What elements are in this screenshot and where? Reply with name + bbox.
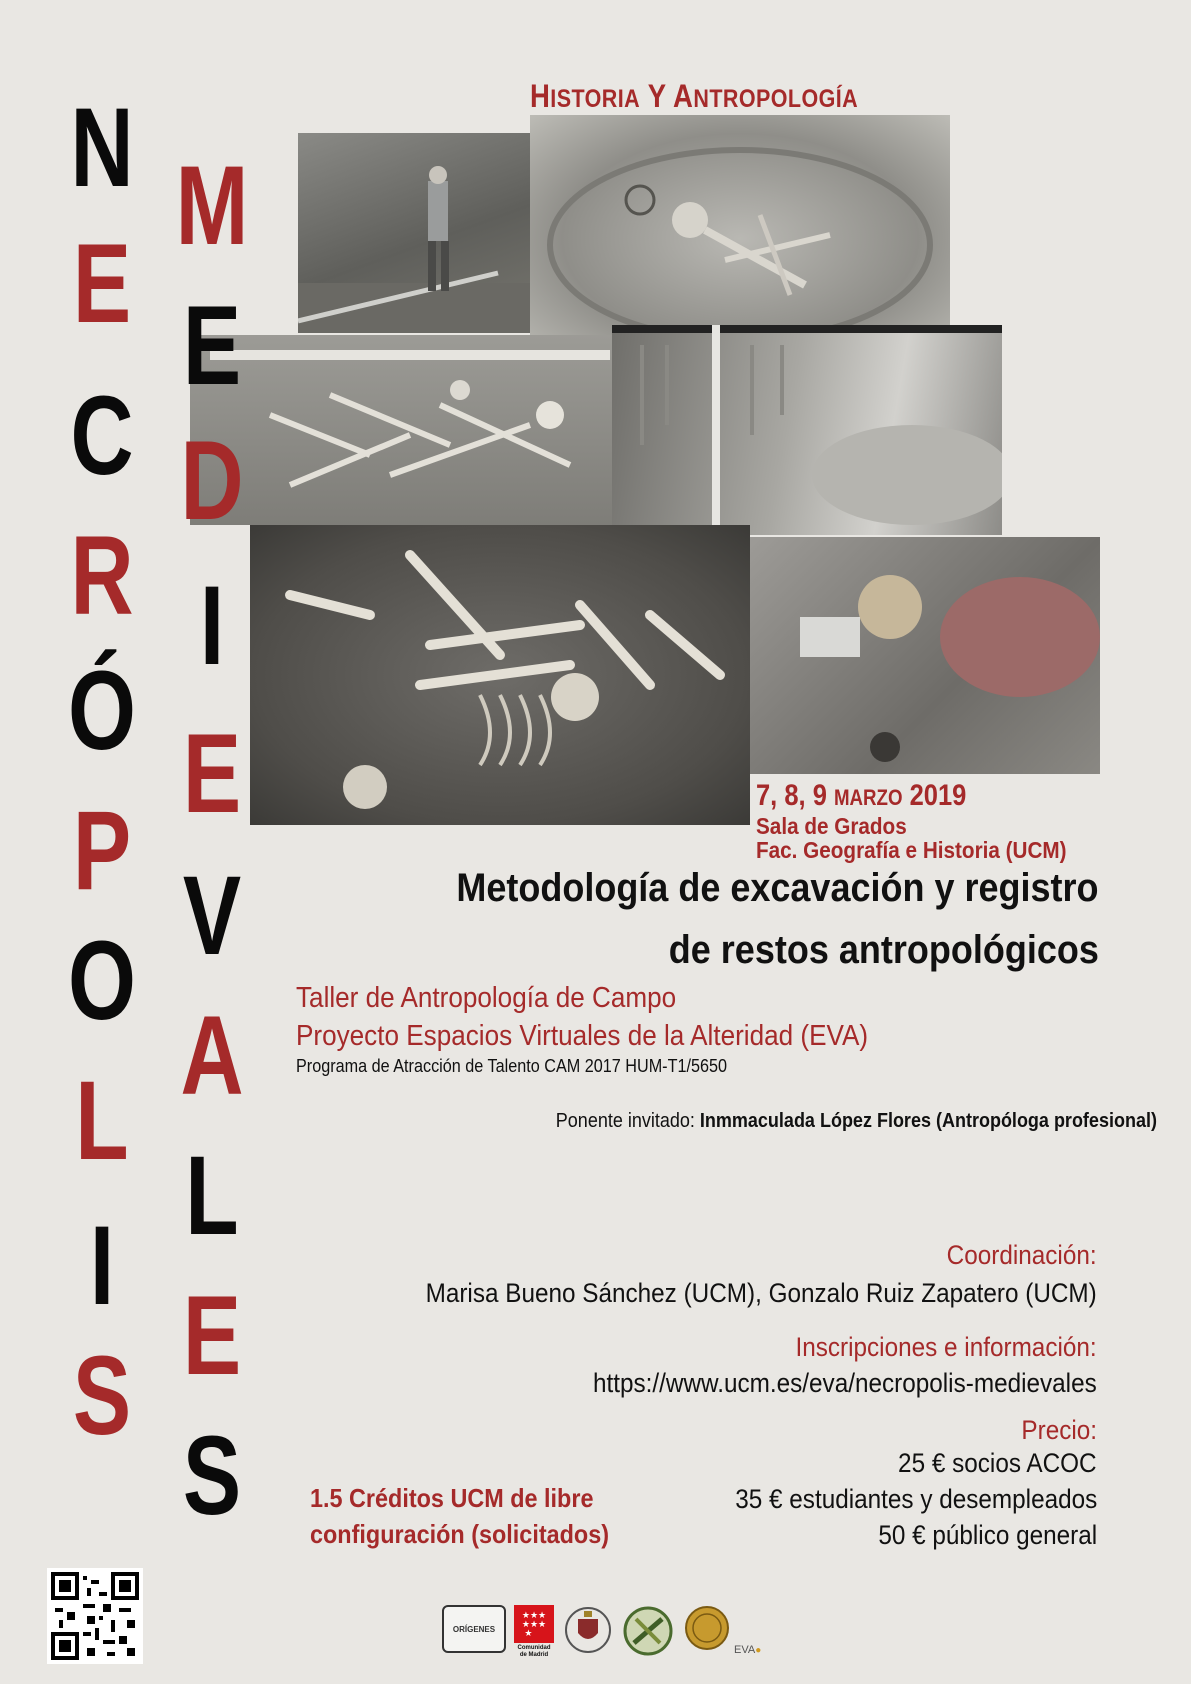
- letter-d: D: [180, 418, 244, 543]
- letter-s: S: [72, 1333, 132, 1458]
- logo-society-seal: [622, 1605, 674, 1657]
- subtitle-workshop: Taller de Antropología de Campo: [296, 982, 677, 1014]
- letter-i: I: [89, 1203, 115, 1328]
- event-dates: 7, 8, 9 MARZO 2019 Sala de Grados Fac. Geografía e Historia (UCM): [756, 779, 1067, 863]
- letter-a: A: [180, 993, 244, 1118]
- letter-s: S: [182, 1413, 242, 1538]
- price-members: 25 € socios ACOC: [898, 1448, 1097, 1478]
- header-title: HISTORIA Y ANTROPOLOGÍA: [530, 78, 859, 114]
- logo-ucm-crest: [564, 1605, 612, 1655]
- letter-e: E: [72, 221, 132, 346]
- price-label: Precio:: [1021, 1415, 1097, 1445]
- star-icon: ★★★ ★★★ ★: [521, 1609, 547, 1638]
- logo-eva: EVA●: [734, 1644, 762, 1656]
- credits-note: 1.5 Créditos UCM de libre configuración (solicitados): [310, 1483, 610, 1549]
- coordination-names: Marisa Bueno Sánchez (UCM), Gonzalo Ruiz Zapatero (UCM): [425, 1278, 1097, 1308]
- main-title-line2: de restos antropológicos: [668, 928, 1099, 972]
- letter-v: V: [182, 853, 242, 978]
- coordination-label: Coordinación:: [947, 1240, 1097, 1270]
- subtitle-project: Proyecto Espacios Virtuales de la Alteridad (EVA): [296, 1020, 869, 1052]
- letter-m: M: [175, 143, 249, 268]
- logo-origenes: ORÍGENES: [442, 1605, 506, 1653]
- venue: Sala de Grados: [756, 813, 907, 839]
- letter-r: R: [70, 513, 134, 638]
- letter-o: O: [68, 918, 136, 1043]
- photo-bones-pit: [190, 335, 630, 525]
- qr-code[interactable]: [47, 1568, 143, 1664]
- letter-e: E: [182, 1273, 242, 1398]
- letter-n: N: [70, 85, 134, 210]
- letter-l: L: [185, 1133, 239, 1258]
- letter-p: P: [72, 788, 132, 913]
- photo-researcher-cave: [750, 537, 1100, 774]
- registration-url[interactable]: https://www.ucm.es/eva/necropolis-medievales: [593, 1368, 1097, 1398]
- letter-l: L: [75, 1058, 129, 1183]
- price-general: 50 € público general: [878, 1520, 1097, 1550]
- photo-grave-upper: [530, 115, 950, 340]
- letter-o-accent: Ó: [68, 648, 136, 773]
- letter-e: E: [182, 283, 242, 408]
- photo-skeleton: [250, 525, 750, 825]
- registration-label: Inscripciones e información:: [795, 1332, 1097, 1362]
- price-students: 35 € estudiantes y desempleados: [734, 1484, 1097, 1514]
- main-title-line1: Metodología de excavación y registro: [456, 866, 1099, 910]
- photo-archaeologist: [298, 133, 530, 333]
- photo-cave: [612, 325, 1002, 535]
- speaker: Ponente invitado: Inmmaculada López Flores (Antropóloga profesional): [555, 1110, 1157, 1132]
- letter-i: I: [199, 563, 225, 688]
- letter-e: E: [182, 711, 242, 836]
- logo-gold-medal: [684, 1605, 730, 1651]
- program-code: Programa de Atracción de Talento CAM 2017 HUM-T1/5650: [296, 1056, 728, 1076]
- faculty: Fac. Geografía e Historia (UCM): [756, 837, 1067, 863]
- letter-c: C: [70, 373, 134, 498]
- logo-comunidad-madrid: ★★★ ★★★ ★ Comunidad de Madrid: [514, 1605, 554, 1661]
